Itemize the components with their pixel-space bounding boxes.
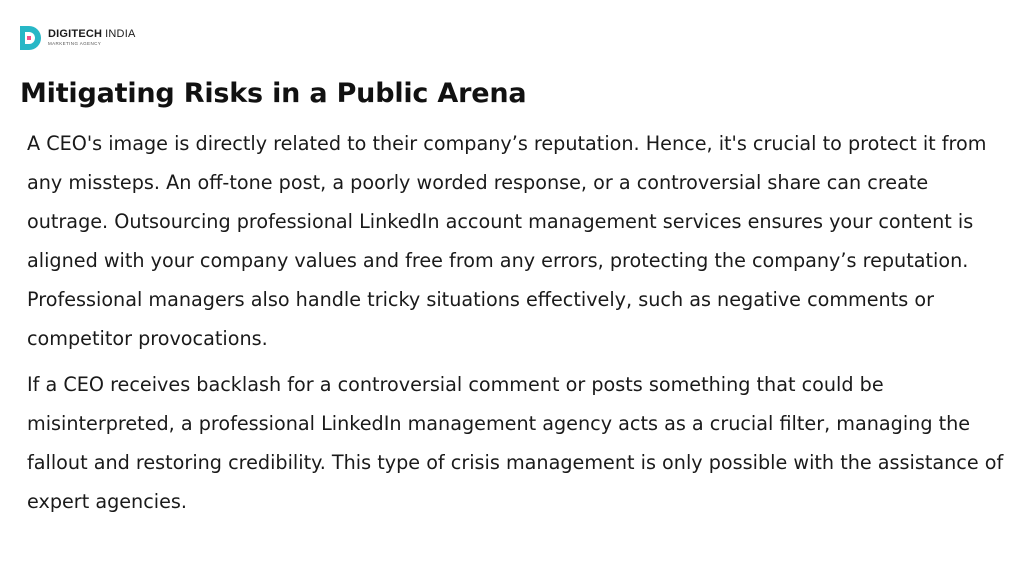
logo-tagline: MARKETING AGENCY <box>48 41 102 47</box>
paragraph-2: If a CEO receives backlash for a controversial comment or posts something that could be misinterpreted, a professional LinkedIn management agency acts as a crucial filter, managing the fallout and restoring credibility. This type of crisis management is only possible with the assistance of expert agencies. <box>27 373 1004 513</box>
digitech-logo-icon <box>18 24 42 52</box>
paragraph-1: A CEO's image is directly related to their company’s reputation. Hence, it's crucial to protect it from any missteps. An off-tone post, a poorly worded response, or a controversial share can create outrage. Outsourcing professional LinkedIn account management services ensures your content is aligned with your company values and free from any errors, protecting the company’s reputation. Professional managers also handle tricky situations effectively, such as negative comments or competitor provocations. <box>27 132 987 350</box>
brand-logo <box>18 24 136 52</box>
page-title: Mitigating Risks in a Public Arena <box>20 78 527 109</box>
logo-name-strong: DIGITECH <box>48 28 103 41</box>
logo-name <box>48 29 136 40</box>
body-text <box>27 124 1007 521</box>
logo-name-light: INDIA <box>105 28 136 41</box>
logo-text <box>48 29 136 47</box>
